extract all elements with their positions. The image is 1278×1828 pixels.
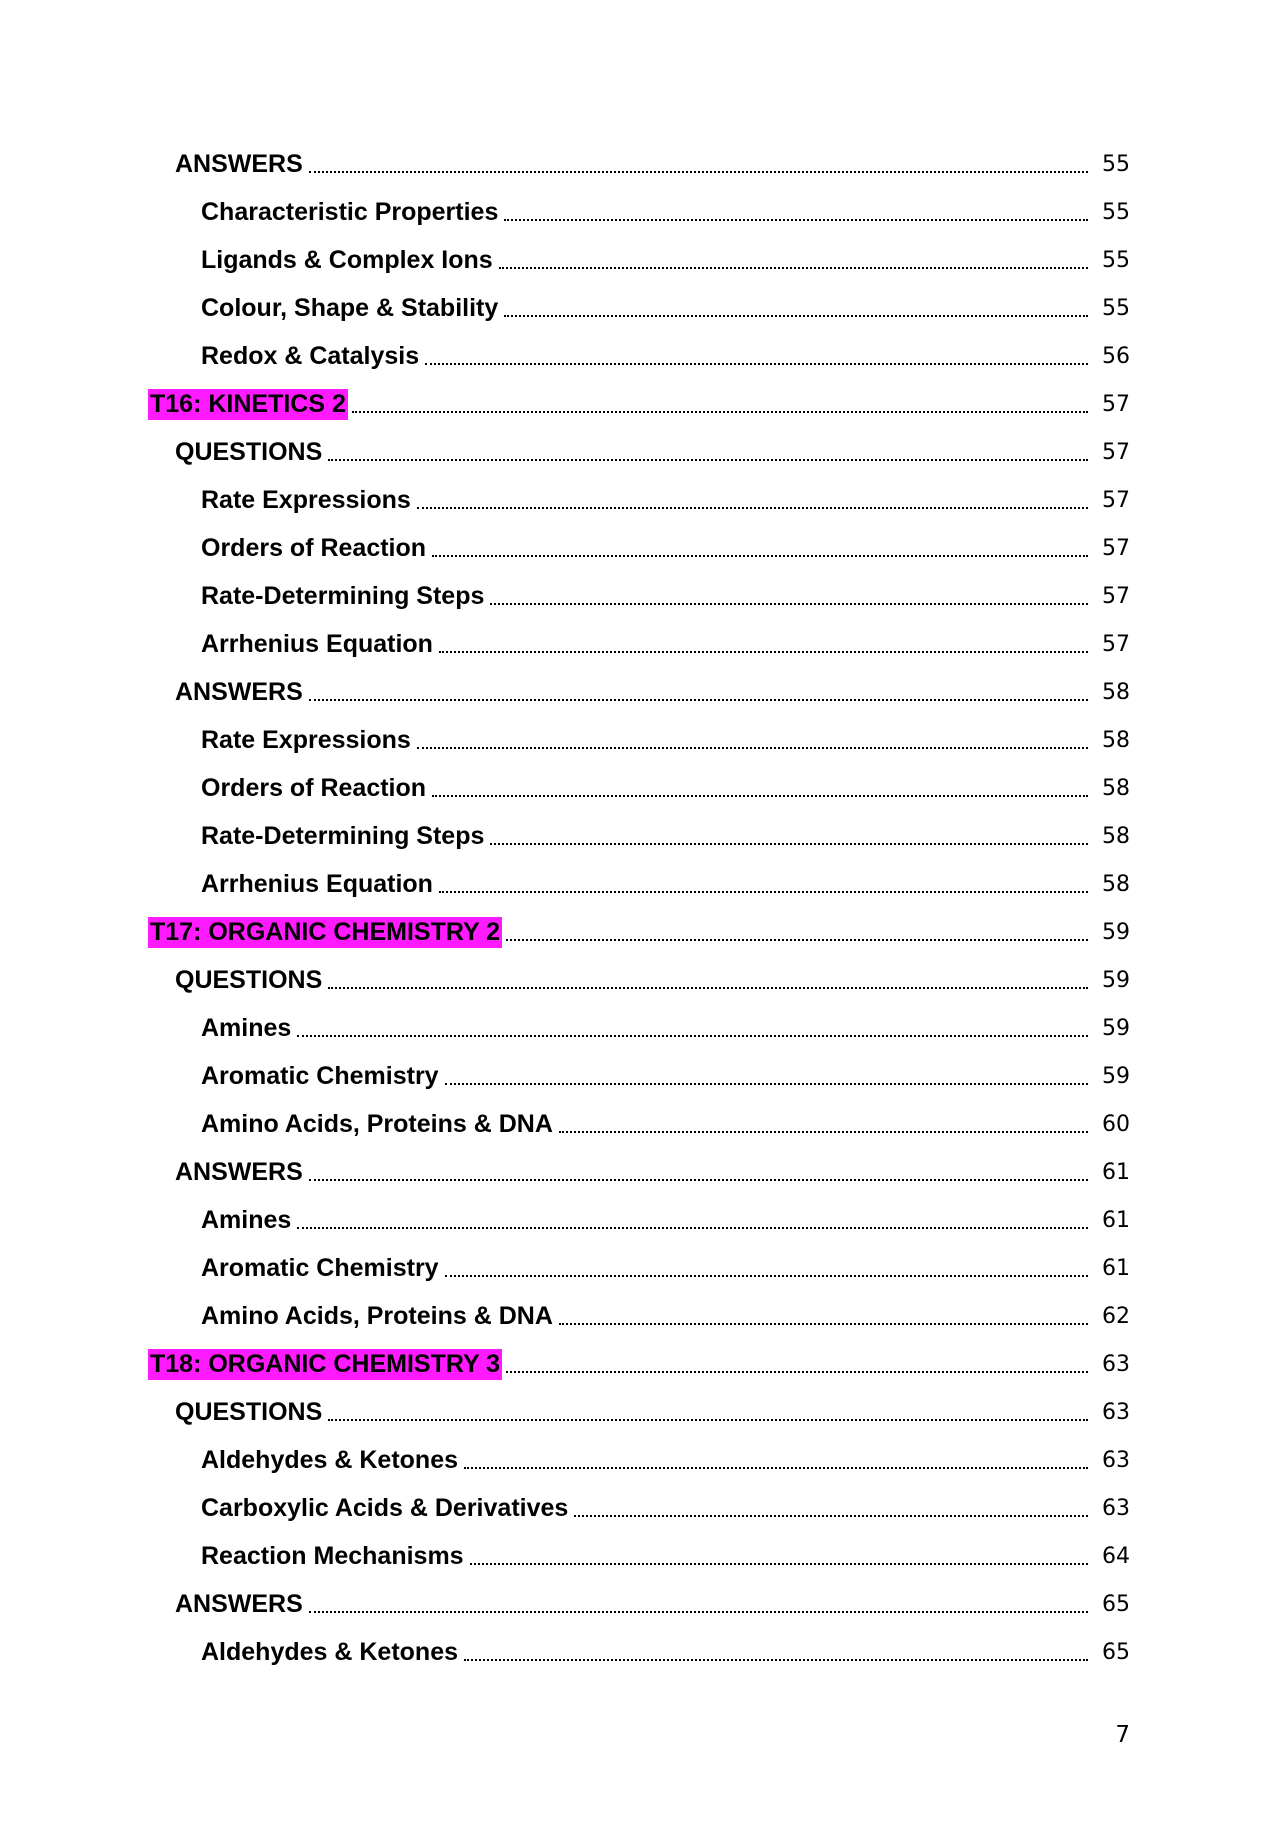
toc-entry-label: Rate-Determining Steps [201, 821, 485, 850]
dot-leader [309, 171, 1088, 173]
toc-topic-entry[interactable] [0, 380, 1278, 428]
toc-section-entry[interactable] [0, 1388, 1278, 1436]
toc-topic-entry[interactable] [0, 1340, 1278, 1388]
toc-entry-page-number: 56 [1102, 343, 1130, 369]
toc-entry-page-number: 59 [1102, 1063, 1130, 1089]
toc-entry-page-number: 58 [1102, 679, 1130, 705]
toc-entry-label: Ligands & Complex Ions [201, 245, 493, 274]
toc-entry-page-number: 62 [1102, 1303, 1130, 1329]
toc-entry-page-number: 63 [1102, 1495, 1130, 1521]
dot-leader [297, 1035, 1088, 1037]
toc-subsection-entry[interactable] [0, 764, 1278, 812]
dot-leader [464, 1659, 1088, 1661]
toc-subsection-entry[interactable] [0, 236, 1278, 284]
toc-section-entry[interactable] [0, 956, 1278, 1004]
dot-leader [328, 1419, 1088, 1421]
toc-subsection-entry[interactable] [0, 1244, 1278, 1292]
dot-leader [574, 1515, 1088, 1517]
toc-entry-label: QUESTIONS [175, 437, 323, 466]
toc-entry-label: Amino Acids, Proteins & DNA [201, 1301, 553, 1330]
toc-entry-label: Arrhenius Equation [201, 869, 433, 898]
toc-subsection-entry[interactable] [0, 812, 1278, 860]
dot-leader [464, 1467, 1088, 1469]
toc-entry-label: ANSWERS [175, 1157, 303, 1186]
toc-entry-label: Amines [201, 1205, 292, 1234]
toc-entry-page-number: 63 [1102, 1399, 1130, 1425]
toc-subsection-entry[interactable] [0, 1628, 1278, 1676]
toc-entry-page-number: 58 [1102, 823, 1130, 849]
dot-leader [417, 747, 1088, 749]
dot-leader [490, 843, 1088, 845]
toc-subsection-entry[interactable] [0, 1436, 1278, 1484]
toc-entry-label: Colour, Shape & Stability [201, 293, 499, 322]
toc-section-entry[interactable] [0, 428, 1278, 476]
toc-entry-label: T16: KINETICS 2 [150, 389, 346, 418]
dot-leader [309, 1611, 1088, 1613]
page-number: 7 [1115, 1722, 1130, 1748]
toc-subsection-entry[interactable] [0, 620, 1278, 668]
toc-subsection-entry[interactable] [0, 524, 1278, 572]
toc-entry-page-number: 55 [1102, 151, 1130, 177]
toc-entry-page-number: 57 [1102, 487, 1130, 513]
toc-entry-label: Orders of Reaction [201, 773, 427, 802]
toc-subsection-entry[interactable] [0, 284, 1278, 332]
dot-leader [445, 1083, 1088, 1085]
dot-leader [439, 651, 1088, 653]
toc-entry-page-number: 61 [1102, 1207, 1130, 1233]
toc-entry-page-number: 59 [1102, 919, 1130, 945]
dot-leader [506, 939, 1088, 941]
toc-section-entry[interactable] [0, 1580, 1278, 1628]
dot-leader [432, 795, 1088, 797]
toc-subsection-entry[interactable] [0, 188, 1278, 236]
toc-entry-label: T17: ORGANIC CHEMISTRY 2 [150, 917, 501, 946]
dot-leader [425, 363, 1088, 365]
toc-entry-page-number: 61 [1102, 1255, 1130, 1281]
toc-entry-label: Carboxylic Acids & Derivatives [201, 1493, 569, 1522]
toc-entry-page-number: 58 [1102, 727, 1130, 753]
toc-entry-label: ANSWERS [175, 149, 303, 178]
toc-entry-label: Rate Expressions [201, 485, 411, 514]
dot-leader [504, 219, 1088, 221]
toc-entry-page-number: 55 [1102, 199, 1130, 225]
toc-entry-label: Rate Expressions [201, 725, 411, 754]
toc-entry-page-number: 57 [1102, 631, 1130, 657]
dot-leader [417, 507, 1088, 509]
toc-entry-page-number: 57 [1102, 583, 1130, 609]
dot-leader [439, 891, 1088, 893]
toc-entry-label: Aldehydes & Ketones [201, 1445, 459, 1474]
toc-entry-page-number: 63 [1102, 1447, 1130, 1473]
toc-entry-label: Characteristic Properties [201, 197, 499, 226]
toc-entry-page-number: 58 [1102, 871, 1130, 897]
dot-leader [445, 1275, 1088, 1277]
toc-subsection-entry[interactable] [0, 716, 1278, 764]
toc-subsection-entry[interactable] [0, 1052, 1278, 1100]
toc-subsection-entry[interactable] [0, 1004, 1278, 1052]
toc-subsection-entry[interactable] [0, 1484, 1278, 1532]
toc-entry-label: ANSWERS [175, 677, 303, 706]
toc-section-entry[interactable] [0, 668, 1278, 716]
toc-entry-page-number: 60 [1102, 1111, 1130, 1137]
toc-section-entry[interactable] [0, 1148, 1278, 1196]
table-of-contents [0, 140, 1278, 1676]
toc-entry-label: T18: ORGANIC CHEMISTRY 3 [150, 1349, 501, 1378]
toc-entry-page-number: 61 [1102, 1159, 1130, 1185]
toc-entry-page-number: 59 [1102, 967, 1130, 993]
toc-subsection-entry[interactable] [0, 860, 1278, 908]
toc-entry-label: QUESTIONS [175, 1397, 323, 1426]
dot-leader [328, 459, 1088, 461]
dot-leader [352, 411, 1088, 413]
dot-leader [490, 603, 1088, 605]
dot-leader [559, 1131, 1088, 1133]
toc-subsection-entry[interactable] [0, 1532, 1278, 1580]
toc-entry-label: Aromatic Chemistry [201, 1253, 439, 1282]
toc-entry-page-number: 59 [1102, 1015, 1130, 1041]
toc-entry-label: ANSWERS [175, 1589, 303, 1618]
toc-entry-label: Amino Acids, Proteins & DNA [201, 1109, 553, 1138]
toc-entry-page-number: 57 [1102, 439, 1130, 465]
toc-entry-page-number: 58 [1102, 775, 1130, 801]
toc-subsection-entry[interactable] [0, 1292, 1278, 1340]
toc-entry-page-number: 64 [1102, 1543, 1130, 1569]
toc-entry-label: Redox & Catalysis [201, 341, 420, 370]
dot-leader [309, 699, 1088, 701]
dot-leader [506, 1371, 1088, 1373]
toc-subsection-entry[interactable] [0, 572, 1278, 620]
toc-subsection-entry[interactable] [0, 476, 1278, 524]
toc-topic-entry[interactable] [0, 908, 1278, 956]
toc-entry-page-number: 57 [1102, 391, 1130, 417]
toc-entry-page-number: 57 [1102, 535, 1130, 561]
dot-leader [297, 1227, 1088, 1229]
dot-leader [328, 987, 1088, 989]
dot-leader [499, 267, 1088, 269]
dot-leader [432, 555, 1088, 557]
dot-leader [559, 1323, 1088, 1325]
dot-leader [504, 315, 1088, 317]
toc-entry-page-number: 55 [1102, 295, 1130, 321]
toc-subsection-entry[interactable] [0, 332, 1278, 380]
dot-leader [309, 1179, 1088, 1181]
toc-entry-label: Aldehydes & Ketones [201, 1637, 459, 1666]
toc-subsection-entry[interactable] [0, 1100, 1278, 1148]
toc-entry-page-number: 63 [1102, 1351, 1130, 1377]
toc-entry-label: QUESTIONS [175, 965, 323, 994]
toc-entry-label: Amines [201, 1013, 292, 1042]
toc-entry-label: Aromatic Chemistry [201, 1061, 439, 1090]
toc-entry-page-number: 65 [1102, 1639, 1130, 1665]
toc-entry-page-number: 55 [1102, 247, 1130, 273]
toc-entry-label: Rate-Determining Steps [201, 581, 485, 610]
toc-entry-label: Reaction Mechanisms [201, 1541, 464, 1570]
toc-entry-page-number: 65 [1102, 1591, 1130, 1617]
toc-subsection-entry[interactable] [0, 1196, 1278, 1244]
dot-leader [470, 1563, 1088, 1565]
toc-entry-label: Arrhenius Equation [201, 629, 433, 658]
toc-section-entry[interactable] [0, 140, 1278, 188]
toc-entry-label: Orders of Reaction [201, 533, 427, 562]
